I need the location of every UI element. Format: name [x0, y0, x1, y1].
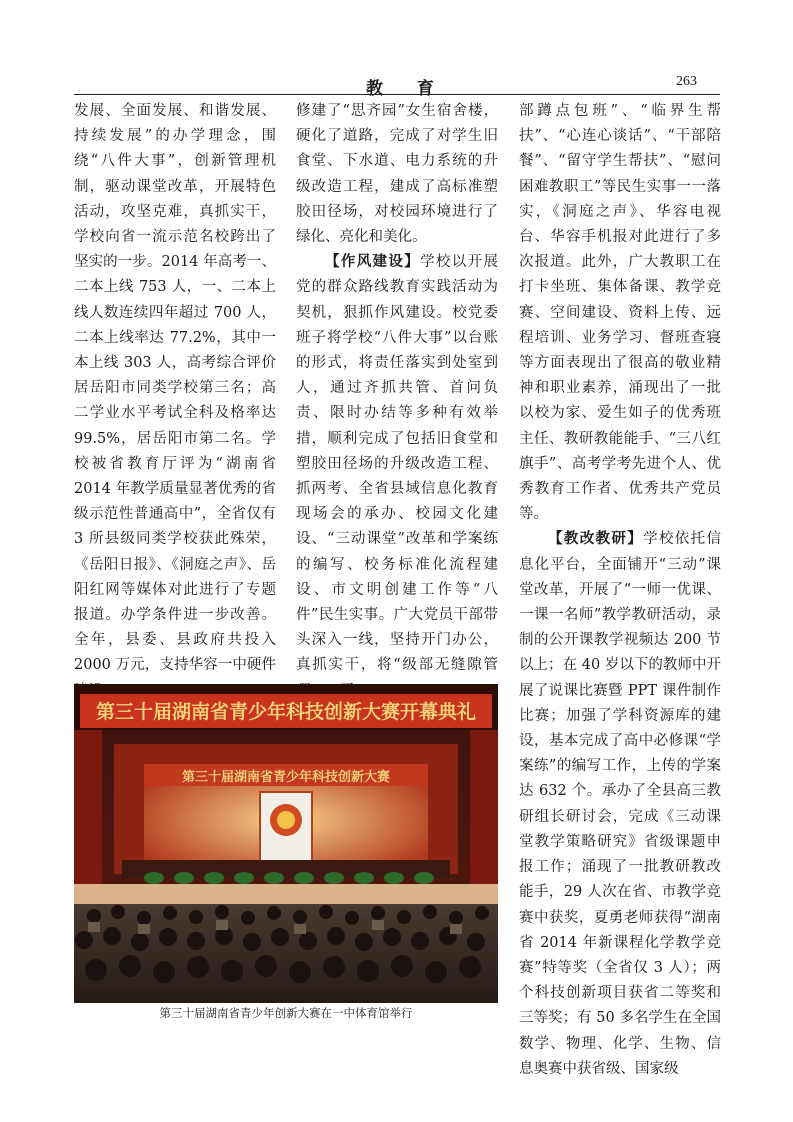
text-column-2: [296, 99, 498, 704]
screen-text: 第三十届湖南省青少年科技创新大赛: [181, 770, 391, 785]
section-title: 教 育: [366, 79, 448, 99]
paragraph-style-building: [296, 250, 498, 704]
paragraph: 部蹲点包班”、“临界生帮扶”、“心连心谈话”、“干部陪餐”、“留守学生帮扶”、“慰问困难教职工”等民生实事一一落实，《洞庭之声》、华容电视台、华容手机报对此进行了多次报道。此外，广大教职工在打卡坐班、集体备课、教学竞赛、空间建设、资料上传、远程培训、业务学习、督班查寝等方面表现出了很高的敬业精神和职业素养，涌现出了一批以校为家、爱生如子的优秀班主任、教研教能能手、“三八红旗手”、高考学考先进个人、优秀教育工作者、优秀共产党员等。: [519, 103, 721, 523]
text-column-1: [74, 99, 276, 704]
banner-text: 第三十届湖南省青少年科技创新大赛开幕典礼: [95, 701, 477, 723]
auditorium-scene: [74, 684, 498, 1003]
header-divider: [74, 94, 720, 95]
paragraph-text: 学校以开展党的群众路线教育实践活动为契机，狠抓作风建设。校党委班子将学校“八件大事”以台账的形式，将责任落实到处室到人，通过齐抓共管、首问负责、限时办结等多种有效举措，顺利完成了包括旧食堂和塑胶田径场的升级改造工程、抓两考、全省县域信息化教育现场会的承办、校园文化建设、“三动课堂”改革和学案练的编写、校务标准化流程建设、市文明创建工作等“八件”民生实事。广大党员干部带头深入一线，坚持开门办公，真抓实干，将“级部无缝隙管: [296, 254, 499, 674]
section-heading: 【作风建设】: [325, 254, 421, 271]
paragraph: 修建了“思齐园”女生宿舍楼，硬化了道路，完成了对学生旧食堂、下水道、电力系统的升级改造工程，建成了高标准塑胶田径场，对校园环境进行了绿化、亮化和美化。: [296, 103, 498, 246]
text-column-3: [519, 99, 721, 1082]
section-heading: 【教改教研】: [548, 531, 644, 548]
paragraph-teaching-reform: [519, 527, 721, 1081]
paragraph: 发展、全面发展、和谐发展、持续发展”的办学理念，围绕“八件大事”，创新管理机制，驱动课堂改革，开展特色活动，攻坚克难，真抓实干，学校向省一流示范名校跨出了坚实的一步。2014 年高考一、二本上线 753 人，一、二本上线人数连续四年超过 700 人，二本上线率达 77.2%，其中一本上线 303 人，高考综合评价居岳阳市同类学校第三名；高二学业水平考试全科及格率达 99.5%，居岳阳市第二名。学校被省教育厅评为“湖南省 2014 年教学质量显著优秀的省级示范性普通高中”，全省仅有 3 所县级同类学校获此殊荣，《岳阳日报》、《洞庭之声》、岳阳红网等媒体对此进行了专题报道。办学条件进一步改善。全年，县委、县政府共投入 2000 万元，支持华容一中硬件: [74, 103, 276, 674]
paragraph-text: 学校依托信息化平台，全面铺开“三动”课堂改革，开展了“一师一优课、一课一名师”教学教研活动，录制的公开课教学视频达 200 节以上；在 40 岁以下的教师中开展了说课比赛暨 PPT 课件制作比赛；加强了学科资源库的建设，基本完成了高中必修课“学案练”的编写工作，上传的学案达 632 个。承办了全县高三教研组长研讨会，完成《三动课堂教学策略研究》省级课题申报工作；涌现了一批教研教改能手，29 人次在省、市教学竞赛中获奖，夏勇老师获得“湖南省 2014 年新课程化学教学竞赛”特等奖（全省仅 3 人）；两个科技创新项目获省二等奖和三等奖；有 50 多名学生在全国数学、物理、化学、生物、信息奥赛中获省级、国家级: [519, 531, 722, 1077]
event-photo: [74, 684, 498, 1003]
page-number: 263: [676, 74, 697, 89]
photo-caption: 第三十届湖南省青少年创新大赛在一中体育馆举行: [159, 1006, 413, 1020]
